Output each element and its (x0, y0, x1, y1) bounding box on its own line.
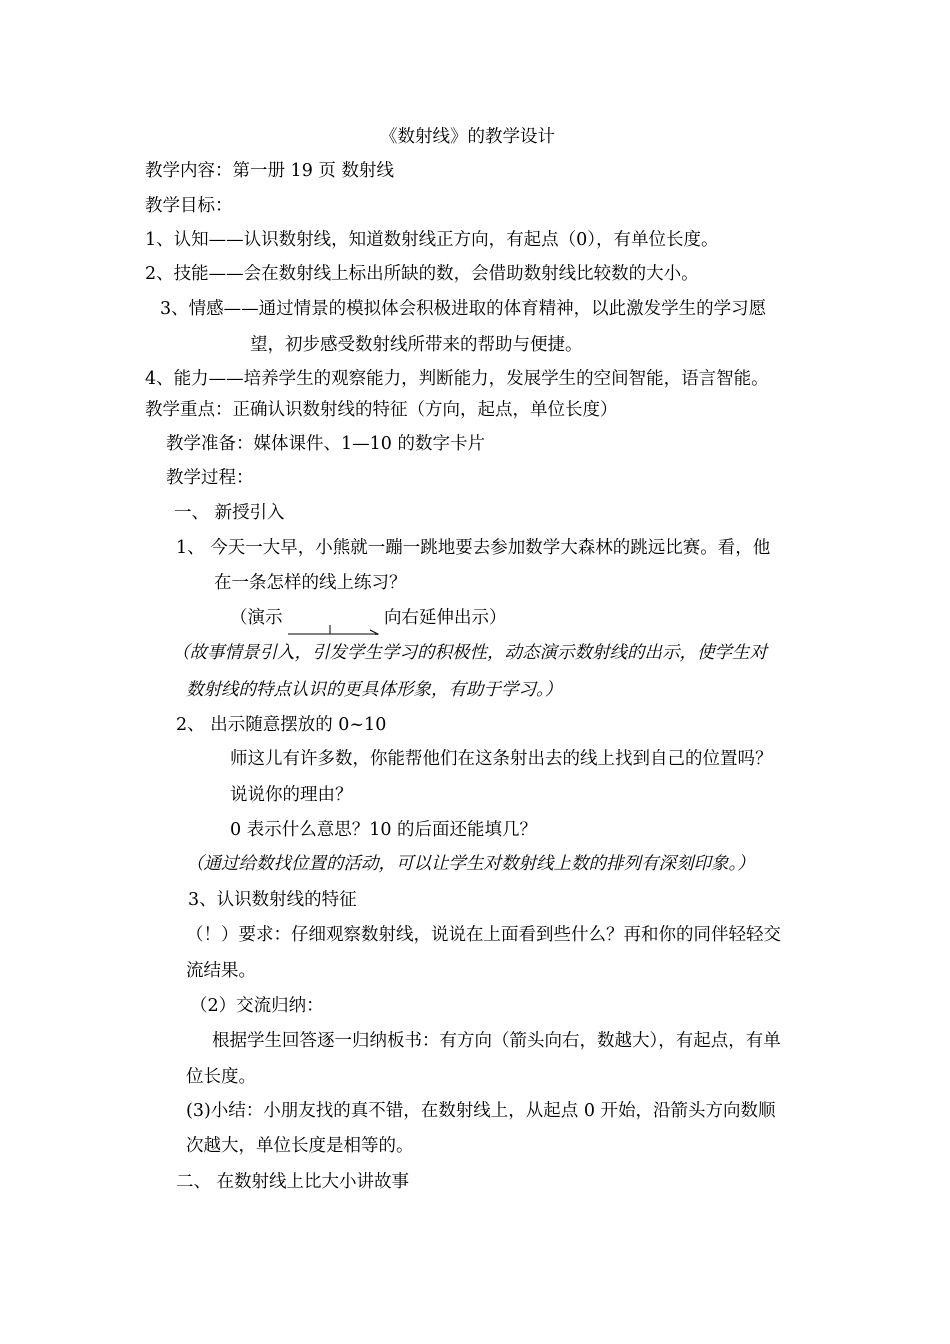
demo-label-left: （演示 (230, 608, 283, 628)
step-2-question-3: 0 表示什么意思？10 的后面还能填几？ (230, 820, 538, 840)
objective-cognition: 1、认知——认识数射线，知道数射线正方向，有起点（0），有单位长度。 (145, 230, 719, 250)
step-2-question-1: 师这儿有许多数，你能帮他们在这条射出去的线上找到自己的位置吗？ (230, 749, 773, 769)
section-one-heading: 一、 新授引入 (174, 503, 285, 523)
step-3-requirement-line-1: （！）要求：仔细观察数射线，说说在上面看到些什么？再和你的同伴轻轻交 (186, 925, 781, 945)
step-3-heading: 3、认识数射线的特征 (188, 890, 357, 910)
step-2-question-2: 说说你的理由？ (230, 785, 353, 805)
teaching-key-point: 教学重点：正确认识数射线的特征（方向，起点，单位长度） (145, 400, 618, 420)
step-3-board-line-1: 根据学生回答逐一归纳板书：有方向（箭头向右，数越大），有起点，有单 (212, 1031, 781, 1051)
process-heading: 教学过程： (166, 468, 254, 488)
demo-label-right: 向右延伸出示） (384, 608, 507, 628)
teaching-content: 教学内容：第一册 19 页 数射线 (145, 161, 394, 181)
note-1-line-1: （故事情景引入，引发学生学习的积极性，动态演示数射线的出示，使学生对 (172, 643, 767, 663)
step-2-heading: 2、 出示随意摆放的 0~10 (176, 715, 387, 735)
objective-emotion: 3、情感——通过情景的模拟体会积极进取的体育精神，以此激发学生的学习愿 (160, 299, 767, 319)
note-1-line-2: 数射线的特点认识的更具体形象，有助于学习。） (186, 680, 563, 700)
objectives-heading: 教学目标： (145, 196, 233, 216)
step-3-summary-heading: （2）交流归纳： (190, 996, 324, 1016)
objective-skill: 2、技能——会在数射线上标出所缺的数，会借助数射线比较数的大小。 (145, 264, 699, 284)
number-ray-arrow-icon (288, 625, 380, 635)
note-2: （通过给数找位置的活动，可以让学生对数射线上数的排列有深刻印象。） (186, 854, 755, 874)
step-3-requirement-line-2: 流结果。 (186, 961, 256, 981)
section-two-heading: 二、 在数射线上比大小讲故事 (176, 1172, 410, 1192)
teaching-preparation: 教学准备：媒体课件、1—10 的数字卡片 (166, 434, 485, 454)
step-3-conclusion-line-2: 次越大，单位长度是相等的。 (186, 1136, 414, 1156)
step-1-line-1: 1、 今天一大早，小熊就一蹦一跳地要去参加数学大森林的跳远比赛。看，他 (176, 538, 771, 558)
objective-emotion-cont: 望，初步感受数射线所带来的帮助与便捷。 (250, 335, 583, 355)
step-1-line-2: 在一条怎样的线上练习？ (214, 573, 407, 593)
document-title: 《数射线》的教学设计 (380, 127, 555, 147)
step-3-conclusion-line-1: (3)小结：小朋友找的真不错，在数射线上，从起点 0 开始，沿箭头方向数顺 (186, 1101, 776, 1121)
step-3-board-line-2: 位长度。 (186, 1067, 256, 1087)
objective-ability: 4、能力——培养学生的观察能力，判断能力，发展学生的空间智能，语言智能。 (145, 369, 769, 389)
